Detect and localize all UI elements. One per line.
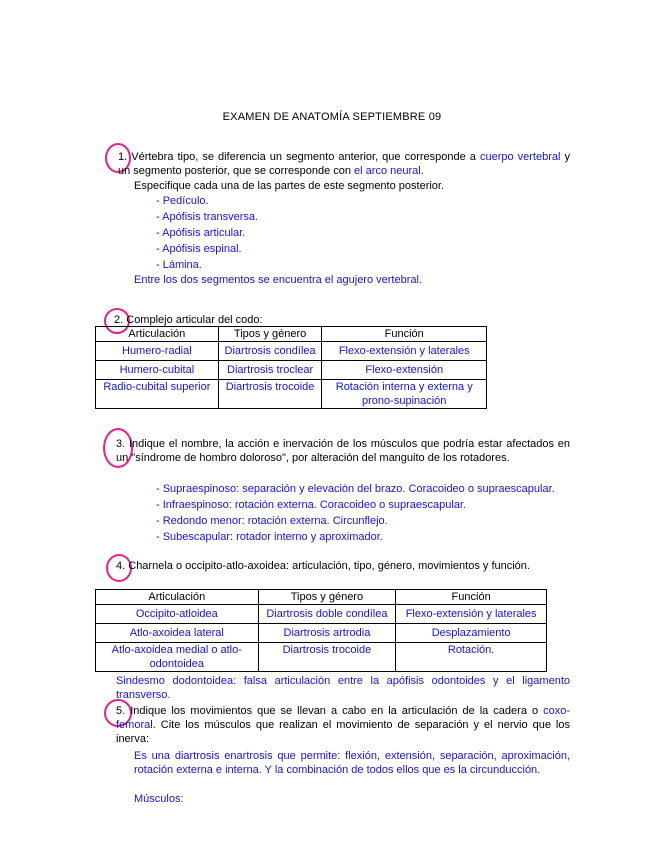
question-4-footer: Sindesmo dodontoidea: falsa articulación entre la apófisis odontoides y el ligamento transverso. bbox=[116, 675, 570, 701]
question-1-number: 1. bbox=[118, 151, 128, 163]
table-row bbox=[96, 361, 487, 380]
table-cell: Diartrosis condílea bbox=[218, 342, 322, 361]
table-row bbox=[96, 624, 547, 643]
table-header: Función bbox=[322, 327, 487, 342]
table-cell: Diartrosis doble condílea bbox=[258, 605, 396, 624]
list-item: - Redondo menor: rotación externa. Circunflejo. bbox=[156, 515, 388, 527]
question-1-answer-b: el arco neural bbox=[354, 165, 421, 177]
table-cell: Atlo-axoidea lateral bbox=[96, 624, 259, 643]
question-3-number: 3. bbox=[116, 438, 126, 450]
elbow-table bbox=[95, 326, 487, 409]
table-cell: Diartrosis troclear bbox=[218, 361, 322, 380]
table-header: Articulación bbox=[96, 590, 259, 605]
question-1-footer: Entre los dos segmentos se encuentra el agujero vertebral. bbox=[134, 274, 422, 286]
list-item: - Apófisis espinal. bbox=[156, 243, 242, 255]
question-1-text-c: . bbox=[420, 165, 424, 177]
question-1-subtext: Especifique cada una de las partes de este segmento posterior. bbox=[134, 180, 445, 192]
table-cell: Humero-radial bbox=[96, 342, 219, 361]
table-row bbox=[96, 342, 487, 361]
table-cell: Desplazamiento bbox=[396, 624, 547, 643]
question-3-list bbox=[156, 482, 570, 544]
table-cell: Diartrosis trocoide bbox=[258, 643, 396, 672]
question-5-muscles: Músculos: bbox=[134, 793, 184, 805]
question-1-list bbox=[156, 194, 456, 272]
question-5-text-a: Indique los movimientos que se llevan a cabo en la articulación de la cadera o bbox=[130, 705, 544, 717]
table-cell: Rotación. bbox=[396, 643, 547, 672]
table-cell: Humero-cubital bbox=[96, 361, 219, 380]
list-item: - Pedículo. bbox=[156, 195, 209, 207]
list-item: - Infraespinoso: rotación externa. Coracoideo o supraescapular. bbox=[156, 499, 467, 511]
question-1-text-a: Vértebra tipo, se diferencia un segmento anterior, que corresponde a bbox=[131, 151, 480, 163]
list-item: - Apófisis articular. bbox=[156, 227, 246, 239]
question-4 bbox=[116, 559, 570, 573]
list-item: - Apófisis transversa. bbox=[156, 211, 259, 223]
table-header: Tipos y género bbox=[258, 590, 396, 605]
table-row bbox=[96, 380, 487, 409]
table-cell: Flexo-extensión y laterales bbox=[396, 605, 547, 624]
question-1-answer-a: cuerpo vertebral bbox=[479, 151, 561, 163]
page-title: EXAMEN DE ANATOMÍA SEPTIEMBRE 09 bbox=[222, 111, 442, 123]
table-cell: Rotación interna y externa y prono-supinación bbox=[322, 380, 487, 409]
table-row bbox=[96, 643, 547, 672]
table-cell: Flexo-extensión y laterales bbox=[322, 342, 487, 361]
table-cell: Atlo-axoidea medial o atlo-odontoidea bbox=[96, 643, 259, 672]
question-2-number: 2. bbox=[114, 314, 124, 326]
table-header: Tipos y género bbox=[218, 327, 322, 342]
table-cell: Occipito-atloidea bbox=[96, 605, 259, 624]
table-cell: Flexo-extensión bbox=[322, 361, 487, 380]
table-header: Función bbox=[396, 590, 547, 605]
question-4-number: 4. bbox=[116, 560, 126, 572]
table-header: Articulación bbox=[96, 327, 219, 342]
question-5 bbox=[116, 704, 570, 746]
question-3-text: Indique el nombre, la acción e inervación de los músculos que podría estar afectados en un "síndrome de hombro doloroso", por alteración del manguito de los rotadores. bbox=[116, 438, 570, 464]
table-cell: Diartrosis trocoide bbox=[218, 380, 322, 409]
table-row bbox=[96, 605, 547, 624]
question-5-answer: Es una diartrosis enartrosis que permite: flexión, extensión, separación, aproximación, rotación externa e interna. Y la combinación de todos ellos que es la circunducción. bbox=[134, 750, 570, 776]
question-1 bbox=[118, 150, 570, 178]
question-2-text: Complejo articular del codo: bbox=[126, 314, 263, 326]
list-item: - Supraespinoso: separación y elevación del brazo. Coracoideo o supraescapular. bbox=[156, 483, 555, 495]
table-cell: Radio-cubital superior bbox=[96, 380, 219, 409]
question-5-answer-a: coxo-femoral bbox=[116, 705, 570, 731]
question-5-text-b: . Cite los músculos que realizan el movimiento de separación y el nervio que los inerva: bbox=[116, 719, 570, 745]
question-4-text: Charnela o occipito-atlo-axoidea: articulación, tipo, género, movimientos y función. bbox=[128, 560, 530, 572]
question-5-number: 5. bbox=[116, 705, 126, 717]
table-header-row bbox=[96, 590, 547, 605]
question-3 bbox=[116, 437, 570, 465]
table-cell: Diartrosis artrodia bbox=[258, 624, 396, 643]
question-1-text-b: y un segmento posterior, que se corresponde con bbox=[118, 151, 571, 177]
craniovertebral-table bbox=[95, 589, 547, 672]
table-header-row bbox=[96, 327, 487, 342]
list-item: - Lámina. bbox=[156, 259, 202, 271]
list-item: - Subescapular: rotador interno y aproximador. bbox=[156, 531, 383, 543]
question-2 bbox=[114, 313, 414, 327]
